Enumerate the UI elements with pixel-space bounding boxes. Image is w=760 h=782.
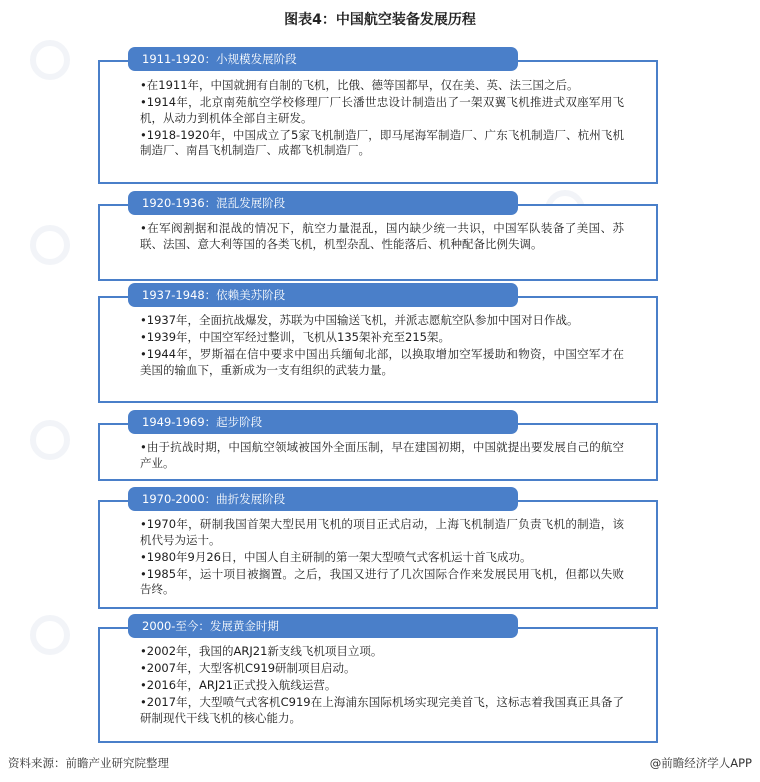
stage-label: 2000-至今：发展黄金时期 bbox=[128, 614, 518, 638]
stage-label: 1970-2000：曲折发展阶段 bbox=[128, 487, 518, 511]
watermark-logo-icon bbox=[30, 225, 70, 265]
list-item: •2016年，ARJ21正式投入航线运营。 bbox=[140, 678, 337, 692]
chart-title: 图表4：中国航空装备发展历程 bbox=[284, 12, 476, 28]
list-item: •1944年，罗斯福在信中要求中国出兵缅甸北部，以换取增加空军援助和物资，中国空军才在美国的输血下，重新成为一支有组织的武装力量。 bbox=[140, 347, 624, 377]
list-item: •1939年，中国空军经过整训，飞机从135架补充至215架。 bbox=[140, 330, 450, 344]
list-item: •在1911年，中国就拥有自制的飞机，比俄、德等国都早，仅在美、英、法三国之后。 bbox=[140, 78, 579, 92]
stage-label: 1949-1969：起步阶段 bbox=[128, 410, 518, 434]
list-item: •1985年，运十项目被搁置。之后，我国又进行了几次国际合作来发展民用飞机，但都以失败告终。 bbox=[140, 566, 624, 596]
watermark-logo-icon bbox=[30, 40, 70, 80]
stage-items bbox=[140, 221, 624, 254]
stage-label: 1911-1920：小规模发展阶段 bbox=[128, 47, 518, 71]
stage-items bbox=[140, 440, 624, 473]
list-item: •1980年9月26日，中国人自主研制的第一架大型喷气式客机运十首飞成功。 bbox=[140, 549, 532, 564]
list-item: •2002年，我国的ARJ21新支线飞机项目立项。 bbox=[140, 644, 383, 658]
list-item: •2007年，大型客机C919研制项目启动。 bbox=[140, 661, 356, 675]
list-item: •在军阀割据和混战的情况下，航空力量混乱，国内缺少统一共识，中国军队装备了美国、苏联、法国、意大利等国的各类飞机，机型杂乱、性能落后、机种配备比例失调。 bbox=[140, 221, 624, 251]
stage-label: 1920-1936：混乱发展阶段 bbox=[128, 191, 518, 215]
watermark-logo-icon bbox=[30, 420, 70, 460]
list-item: •1918-1920年，中国成立了5家飞机制造厂，即马尾海军制造厂、广东飞机制造厂、杭州飞机制造厂、南昌飞机制造厂、成都飞机制造厂。 bbox=[140, 127, 624, 157]
list-item: •2017年，大型喷气式客机C919在上海浦东国际机场实现完美首飞，这标志着我国真正具备了研制现代干线飞机的核心能力。 bbox=[140, 695, 624, 725]
list-item: •1937年，全面抗战爆发，苏联为中国输送飞机，并派志愿航空队参加中国对日作战。 bbox=[140, 313, 579, 327]
list-item: •1914年，北京南苑航空学校修理厂厂长潘世忠设计制造出了一架双翼飞机推进式双座军用飞机，从动力到机体全部自主研发。 bbox=[140, 95, 624, 125]
stage-label: 1937-1948：依赖美苏阶段 bbox=[128, 283, 518, 307]
list-item: •1970年，研制我国首架大型民用飞机的项目正式启动，上海飞机制造厂负责飞机的制造，该机代号为运十。 bbox=[140, 517, 624, 547]
stage-items bbox=[140, 517, 624, 599]
source-note: 资料来源：前瞻产业研究院整理 bbox=[8, 756, 169, 770]
brand-credit: @前瞻经济学人APP bbox=[649, 756, 752, 770]
watermark-logo-icon bbox=[30, 615, 70, 655]
stage-items bbox=[140, 644, 624, 728]
stage-items bbox=[140, 78, 624, 160]
stage-items bbox=[140, 313, 624, 380]
list-item: •由于抗战时期，中国航空领域被国外全面压制，早在建国初期，中国就提出要发展自己的航空产业。 bbox=[140, 440, 624, 470]
